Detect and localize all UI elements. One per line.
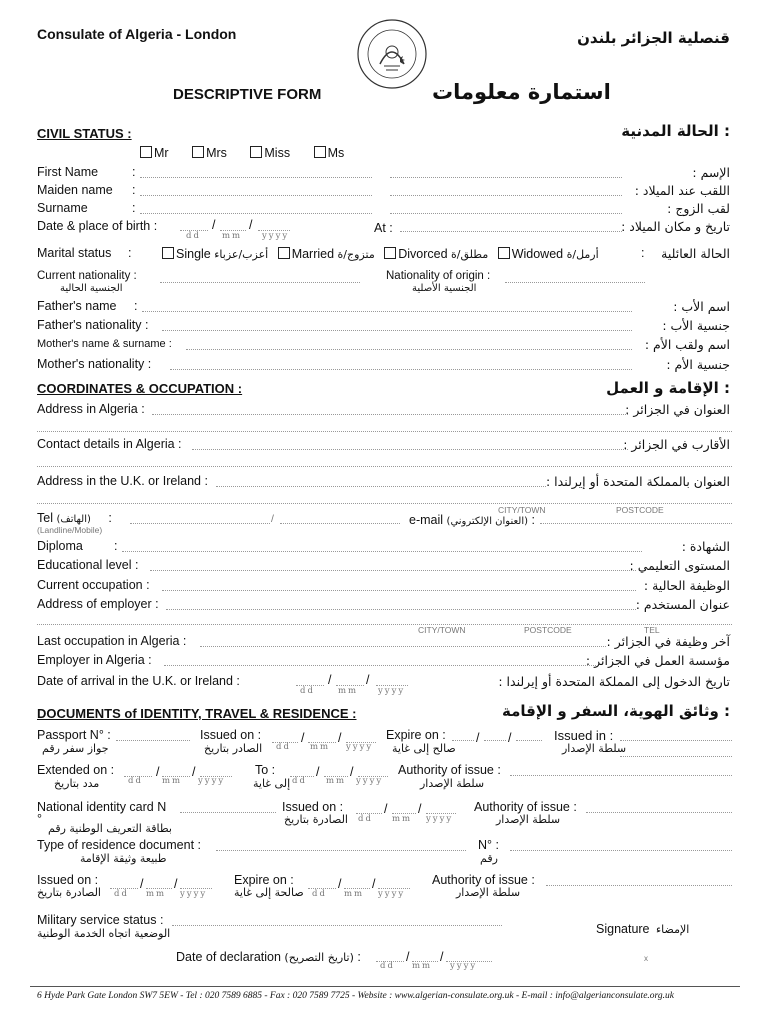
contact-algeria-field[interactable] xyxy=(192,449,628,450)
nic-hint-yyyy: yyyy xyxy=(426,814,454,824)
maiden-name-label: Maiden name xyxy=(37,183,113,197)
arrival-sep1: / xyxy=(328,673,332,687)
education-field[interactable] xyxy=(150,570,636,571)
employer-address-field-2[interactable] xyxy=(37,624,732,625)
nic-issued-on-label: Issued on : xyxy=(282,800,344,814)
passport-issued-hint-yyyy: yyyy xyxy=(346,742,374,752)
nationality-origin-field[interactable] xyxy=(505,282,645,283)
signature-mark: x xyxy=(644,954,648,963)
dob-sep2: / xyxy=(249,218,253,232)
nic-authority-field[interactable] xyxy=(586,812,732,813)
extended-on-label: Extended on : xyxy=(37,763,115,777)
employer-address-label-ar: عنوان المستخدم : xyxy=(635,597,730,612)
passport-issued-in-field[interactable] xyxy=(620,740,732,741)
address-algeria-field-2[interactable] xyxy=(37,431,732,432)
divorced-checkbox[interactable] xyxy=(384,247,396,259)
passport-issued-in-label-ar: سلطة الإصدار xyxy=(562,742,627,755)
dob-hint-dd: dd xyxy=(186,231,201,241)
nic-issued-on-label-ar: الصادرة بتاريخ xyxy=(284,813,348,826)
single-label-ar: أعزب/عزباء xyxy=(214,248,269,261)
to-hint-dd: dd xyxy=(292,776,307,786)
nic-hint-dd: dd xyxy=(358,814,373,824)
postcode-caption: POSTCODE xyxy=(616,505,664,515)
res-issued-hint-yyyy: yyyy xyxy=(180,889,208,899)
extended-authority-label: Authority of issue : xyxy=(398,763,501,777)
arrival-hint-dd: dd xyxy=(300,686,315,696)
res-expire-hint-yyyy: yyyy xyxy=(378,889,406,899)
passport-expire-day[interactable] xyxy=(452,740,474,741)
widowed-label-ar: أرمل/ة xyxy=(566,248,599,261)
passport-issued-in-label: Issued in : xyxy=(554,728,614,743)
contact-algeria-label: Contact details in Algeria : xyxy=(37,437,182,451)
mother-name-field[interactable] xyxy=(186,349,632,350)
occupation-label: Current occupation : xyxy=(37,578,150,592)
employer-address-label: Address of employer : xyxy=(37,597,159,611)
employer-address-field[interactable] xyxy=(166,609,636,610)
single-label: Single xyxy=(176,247,211,261)
res-expire-sep1: / xyxy=(338,877,342,891)
first-name-label-ar: الإسم : xyxy=(692,165,730,180)
res-issued-sep2: / xyxy=(174,877,178,891)
passport-issued-sep2: / xyxy=(338,731,342,745)
divorced-label-ar: مطلق/ة xyxy=(451,248,489,261)
passport-label-ar: جواز سفر رقم xyxy=(42,742,109,755)
married-label: Married xyxy=(291,247,335,261)
maiden-name-ar-field[interactable] xyxy=(390,195,622,196)
military-label-ar: الوضعية اتجاه الخدمة الوطنية xyxy=(37,927,171,940)
tel-label-en: Tel xyxy=(37,511,53,525)
mother-name-label-ar: اسم ولقب الأم : xyxy=(644,337,730,352)
dob-label: Date & place of birth : xyxy=(37,219,158,233)
passport-number-field[interactable] xyxy=(116,740,190,741)
res-issued-sep1: / xyxy=(140,877,144,891)
dob-hint-yyyy: yyyy xyxy=(262,231,290,241)
declaration-label-ar: (تاريخ التصريح) xyxy=(284,951,354,964)
military-label: Military service status : xyxy=(37,913,164,927)
tel-caption: TEL xyxy=(644,625,660,635)
single-checkbox[interactable] xyxy=(162,247,174,259)
mrs-checkbox[interactable] xyxy=(192,146,204,158)
coordinates-heading: COORDINATES & OCCUPATION : xyxy=(37,381,243,396)
mother-nationality-label: Mother's nationality : xyxy=(37,357,152,371)
national-id-label-ar: بطاقة التعريف الوطنية رقم xyxy=(48,822,172,835)
emblem-seal xyxy=(356,18,428,90)
footer-rule xyxy=(30,986,740,987)
declaration-hint-yyyy: yyyy xyxy=(450,961,478,971)
first-name-label: First Name xyxy=(37,165,99,179)
ms-label: Ms xyxy=(327,146,345,160)
father-nationality-field[interactable] xyxy=(162,330,632,331)
extended-sep1: / xyxy=(156,765,160,779)
current-nationality-label: Current nationality : xyxy=(37,270,137,282)
res-expire-hint-dd: dd xyxy=(312,889,327,899)
signature-label: Signature xyxy=(596,922,650,936)
diploma-label: Diploma xyxy=(37,539,83,553)
address-algeria-label-ar: العنوان في الجزائر : xyxy=(625,402,730,417)
dob-label-ar: تاريخ و مكان الميلاد : xyxy=(621,219,730,234)
national-id-field[interactable] xyxy=(180,812,276,813)
last-occupation-label: Last occupation in Algeria : xyxy=(37,634,187,648)
extended-on-label-ar: مدد بتاريخ xyxy=(54,777,100,790)
occupation-label-ar: الوظيفة الحالية : xyxy=(643,578,730,593)
tel-label xyxy=(37,511,112,525)
current-nationality-label-ar: الجنسية الحالية xyxy=(60,283,123,294)
passport-expire-sep2: / xyxy=(508,731,512,745)
res-authority-label: Authority of issue : xyxy=(432,873,535,887)
declaration-label: Date of declaration (تاريخ التصريح) : xyxy=(176,950,361,964)
city-town-caption-2: CITY/TOWN xyxy=(418,625,466,635)
nic-authority-label: Authority of issue : xyxy=(474,800,577,814)
national-id-degree: ° xyxy=(37,812,42,826)
email-label-en: e-mail xyxy=(409,513,444,527)
widowed-label: Widowed xyxy=(511,247,564,261)
tel-label-ar: (الهاتف) xyxy=(56,514,91,525)
address-uk-field-2[interactable] xyxy=(37,503,732,504)
dob-year-field[interactable] xyxy=(258,230,290,231)
nationality-origin-label-ar: الجنسية الأصلية xyxy=(412,283,477,294)
mother-name-label: Mother's name & surname : xyxy=(37,338,172,350)
education-label-ar: المستوى التعليمي : xyxy=(629,558,730,573)
education-label: Educational level : xyxy=(37,558,139,572)
to-sep1: / xyxy=(316,765,320,779)
current-nationality-field[interactable] xyxy=(160,282,360,283)
res-authority-label-ar: سلطة الإصدار xyxy=(456,886,521,899)
dob-day-field[interactable] xyxy=(180,230,208,231)
tel-colon: : xyxy=(108,511,112,525)
res-issued-hint-mm: mm xyxy=(146,889,167,899)
arrival-hint-yyyy: yyyy xyxy=(378,686,406,696)
res-issued-on-label-ar: الصادرة بتاريخ xyxy=(37,886,101,899)
surname-label: Surname xyxy=(37,201,88,215)
surname-field[interactable] xyxy=(140,213,372,214)
surname-label-ar: لقب الزوج : xyxy=(667,201,730,216)
dob-month-field[interactable] xyxy=(220,230,246,231)
mother-nationality-label-ar: جنسية الأم : xyxy=(666,357,730,372)
marital-status-label-ar: الحالة العائلية xyxy=(661,246,730,261)
place-at-label: At : xyxy=(374,221,393,235)
nic-sep1: / xyxy=(384,802,388,816)
contact-algeria-label-ar: الأقارب في الجزائر : xyxy=(623,437,730,452)
email-label-ar: (العنوان الإلكتروني) xyxy=(446,516,529,527)
arrival-hint-mm: mm xyxy=(338,686,359,696)
passport-expire-year[interactable] xyxy=(516,740,542,741)
employer-algeria-field[interactable] xyxy=(164,665,596,666)
miss-checkbox[interactable] xyxy=(250,146,262,158)
city-town-caption: CITY/TOWN xyxy=(498,505,546,515)
consulate-name-ar: قنصلية الجزائر بلندن xyxy=(577,29,730,47)
res-issued-hint-dd: dd xyxy=(114,889,129,899)
declaration-sep1: / xyxy=(406,950,410,964)
extended-to-label: To : xyxy=(255,763,276,777)
extended-hint-dd: dd xyxy=(128,776,143,786)
arrival-date-label: Date of arrival in the U.K. or Ireland : xyxy=(37,674,240,688)
married-checkbox[interactable] xyxy=(278,247,290,259)
footer-address: 6 Hyde Park Gate London SW7 5EW - Tel : 020 7589 6885 - Fax : 020 7589 7725 - Website : www.algerian-consulate.org.uk - E-mail : info@algerianconsulate.org.uk xyxy=(37,991,674,1001)
extended-sep2: / xyxy=(192,765,196,779)
divorced-label: Divorced xyxy=(398,247,448,261)
father-nationality-label-ar: جنسية الأب : xyxy=(662,318,730,333)
maiden-name-field[interactable] xyxy=(140,195,372,196)
contact-algeria-field-2[interactable] xyxy=(37,466,732,467)
miss-label: Miss xyxy=(264,146,291,160)
res-expire-label-ar: صالحة إلى غاية xyxy=(234,886,304,899)
mother-nationality-field[interactable] xyxy=(170,369,632,370)
marital-options xyxy=(162,247,599,261)
ms-checkbox[interactable] xyxy=(314,146,326,158)
occupation-field[interactable] xyxy=(162,590,636,591)
nic-hint-mm: mm xyxy=(392,814,413,824)
last-occupation-label-ar: آخر وظيفة في الجزائر : xyxy=(606,634,730,649)
extended-to-label-ar: إلى غاية xyxy=(253,777,291,790)
res-expire-hint-mm: mm xyxy=(344,889,365,899)
residence-type-label: Type of residence document : xyxy=(37,838,201,852)
father-name-label: Father's name xyxy=(37,299,117,313)
postcode-caption-2: POSTCODE xyxy=(524,625,572,635)
declaration-hint-dd: dd xyxy=(380,961,395,971)
residence-type-field[interactable] xyxy=(216,850,466,851)
marital-status-label: Marital status xyxy=(37,246,112,260)
form-title-ar: استمارة معلومات xyxy=(432,80,611,104)
passport-label: Passport N° : xyxy=(37,728,111,742)
documents-heading-ar: : وثائق الهوية، السفر و الإقامة xyxy=(502,702,730,720)
email-field[interactable] xyxy=(540,523,732,524)
father-name-field[interactable] xyxy=(142,311,632,312)
residence-number-field[interactable] xyxy=(510,850,732,851)
passport-expire-sep1: / xyxy=(476,731,480,745)
address-algeria-field[interactable] xyxy=(152,414,628,415)
married-label-ar: متزوج/ة xyxy=(337,248,375,261)
passport-issued-on-label: Issued on : xyxy=(200,728,262,742)
passport-issued-hint-mm: mm xyxy=(310,742,331,752)
nic-sep2: / xyxy=(418,802,422,816)
civil-status-heading: CIVIL STATUS : xyxy=(37,126,132,141)
extended-hint-mm: mm xyxy=(162,776,183,786)
passport-expire-month[interactable] xyxy=(484,740,506,741)
military-field[interactable] xyxy=(172,925,502,926)
to-hint-mm: mm xyxy=(326,776,347,786)
residence-number-label-ar: رقم xyxy=(480,852,498,865)
tel-field[interactable] xyxy=(130,523,270,524)
extended-hint-yyyy: yyyy xyxy=(198,776,226,786)
nic-authority-label-ar: سلطة الإصدار xyxy=(496,813,561,826)
arrival-sep2: / xyxy=(366,673,370,687)
mobile-field[interactable] xyxy=(280,523,400,524)
extended-authority-field[interactable] xyxy=(510,775,732,776)
coordinates-heading-ar: : الإقامة و العمل xyxy=(606,379,730,397)
nationality-origin-label: Nationality of origin : xyxy=(386,270,491,282)
colon: : xyxy=(134,299,138,313)
diploma-field[interactable] xyxy=(122,551,642,552)
first-name-field[interactable] xyxy=(140,177,372,178)
consulate-name-en: Consulate of Algeria - London xyxy=(37,26,237,42)
colon: : xyxy=(132,183,136,197)
documents-heading: DOCUMENTS of IDENTITY, TRAVEL & RESIDENCE : xyxy=(37,706,357,721)
extended-authority-label-ar: سلطة الإصدار xyxy=(420,777,485,790)
address-algeria-label: Address in Algeria : xyxy=(37,402,145,416)
father-name-label-ar: اسم الأب : xyxy=(673,299,730,314)
res-expire-sep2: / xyxy=(372,877,376,891)
national-id-label: National identity card N xyxy=(37,800,167,814)
colon: : xyxy=(132,201,136,215)
surname-ar-field[interactable] xyxy=(390,213,622,214)
employer-algeria-label: Employer in Algeria : xyxy=(37,653,152,667)
passport-issued-hint-dd: dd xyxy=(276,742,291,752)
colon: : xyxy=(128,246,132,260)
address-uk-field[interactable] xyxy=(216,486,546,487)
mrs-label: Mrs xyxy=(206,146,227,160)
colon: : xyxy=(114,539,118,553)
place-of-birth-field[interactable] xyxy=(400,231,622,232)
res-authority-field[interactable] xyxy=(546,885,732,886)
address-uk-label: Address in the U.K. or Ireland : xyxy=(37,474,208,488)
declaration-hint-mm: mm xyxy=(412,961,433,971)
civil-status-heading-ar: : الحالة المدنية xyxy=(621,122,730,140)
passport-expire-label: Expire on : xyxy=(386,728,446,742)
mr-checkbox[interactable] xyxy=(140,146,152,158)
declaration-label-en: Date of declaration xyxy=(176,950,281,964)
maiden-name-label-ar: اللقب عند الميلاد : xyxy=(634,183,730,198)
arrival-date-label-ar: تاريخ الدخول إلى المملكة المتحدة أو إيرلندا : xyxy=(498,674,730,689)
dob-sep1: / xyxy=(212,218,216,232)
declaration-sep2: / xyxy=(440,950,444,964)
passport-issued-in-field-2[interactable] xyxy=(620,756,732,757)
to-hint-yyyy: yyyy xyxy=(356,776,384,786)
res-expire-label: Expire on : xyxy=(234,873,294,887)
last-occupation-field[interactable] xyxy=(200,646,606,647)
signature-label-ar: الإمضاء xyxy=(656,923,690,936)
residence-type-label-ar: طبيعة وثيقة الإقامة xyxy=(80,852,167,865)
colon: : xyxy=(641,246,645,260)
res-issued-on-label: Issued on : xyxy=(37,873,99,887)
form-title-en: DESCRIPTIVE FORM xyxy=(173,86,322,103)
passport-expire-label-ar: صالح إلى غاية xyxy=(392,742,456,755)
landline-caption: (Landline/Mobile) xyxy=(37,525,103,535)
dob-hint-mm: mm xyxy=(222,231,243,241)
passport-issued-on-label-ar: الصادر بتاريخ xyxy=(204,742,263,755)
email-label: e-mail (العنوان الإلكتروني) : xyxy=(409,513,535,527)
residence-number-label: N° : xyxy=(478,838,499,852)
colon: : xyxy=(132,165,136,179)
to-sep2: / xyxy=(350,765,354,779)
address-uk-label-ar: العنوان بالمملكة المتحدة أو إيرلندا : xyxy=(546,474,730,489)
title-options xyxy=(140,146,344,160)
employer-algeria-label-ar: مؤسسة العمل في الجزائر : xyxy=(585,653,730,668)
tel-separator: / xyxy=(271,513,274,525)
mr-label: Mr xyxy=(154,146,169,160)
father-nationality-label: Father's nationality : xyxy=(37,318,149,332)
first-name-ar-field[interactable] xyxy=(390,177,622,178)
passport-issued-sep1: / xyxy=(301,731,305,745)
diploma-label-ar: الشهادة : xyxy=(681,539,730,554)
widowed-checkbox[interactable] xyxy=(498,247,510,259)
